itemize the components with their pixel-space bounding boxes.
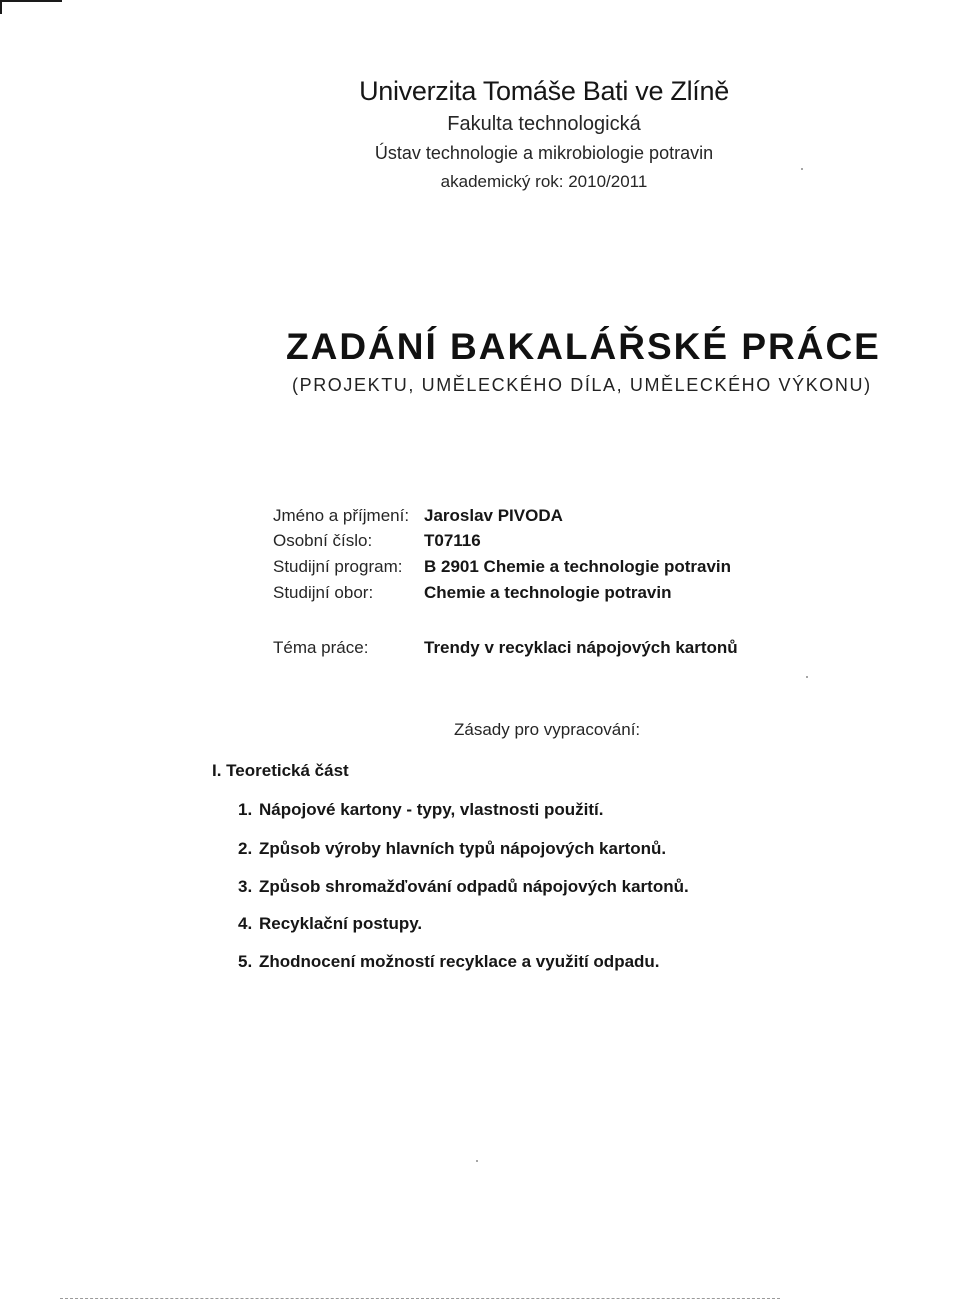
list-item-number: 2. (238, 839, 253, 858)
scan-edge-line (60, 1298, 780, 1299)
name-label: Jméno a příjmení: (273, 506, 410, 525)
program-value: B 2901 Chemie a technologie potravin (424, 557, 732, 576)
institute-name: Ústav technologie a mikrobiologie potravin (374, 143, 714, 163)
list-item (238, 952, 660, 972)
list-item-text: Způsob shromažďování odpadů nápojových kartonů. (259, 877, 689, 896)
list-item (238, 800, 603, 820)
name-value: Jaroslav PIVODA (424, 506, 563, 525)
part-heading: I. Teoretická část (212, 761, 349, 780)
list-item-text: Nápojové kartony - typy, vlastnosti použití. (259, 800, 604, 819)
scan-speck (806, 676, 808, 678)
topic-value: Trendy v recyklaci nápojových kartonů (424, 638, 738, 657)
list-item-number: 5. (238, 952, 253, 971)
list-item (238, 914, 422, 934)
id-label: Osobní číslo: (273, 531, 373, 550)
scan-speck (801, 168, 803, 170)
topic-label: Téma práce: (273, 638, 369, 657)
list-item-text: Zhodnocení možností recyklace a využití odpadu. (259, 952, 660, 971)
id-value: T07116 (424, 531, 481, 550)
field-label: Studijní obor: (273, 583, 374, 602)
field-value: Chemie a technologie potravin (424, 583, 672, 602)
scan-corner-mark (0, 0, 62, 14)
list-item-number: 3. (238, 877, 253, 896)
university-name: Univerzita Tomáše Bati ve Zlíně (359, 76, 729, 106)
faculty-name: Fakulta technologická (447, 113, 641, 135)
list-item (238, 877, 689, 897)
rules-heading: Zásady pro vypracování: (454, 720, 641, 739)
program-label: Studijní program: (273, 557, 403, 576)
list-item-text: Recyklační postupy. (259, 914, 423, 933)
document-subtitle: (PROJEKTU, UMĚLECKÉHO DÍLA, UMĚLECKÉHO VÝKONU) (292, 375, 872, 395)
scan-speck (476, 1160, 478, 1162)
list-item-number: 1. (238, 800, 253, 819)
list-item (238, 839, 666, 859)
list-item-number: 4. (238, 914, 253, 933)
document-title: ZADÁNÍ BAKALÁŘSKÉ PRÁCE (286, 326, 881, 367)
list-item-text: Způsob výroby hlavních typů nápojových kartonů. (259, 839, 667, 858)
academic-year: akademický rok: 2010/2011 (440, 172, 648, 191)
